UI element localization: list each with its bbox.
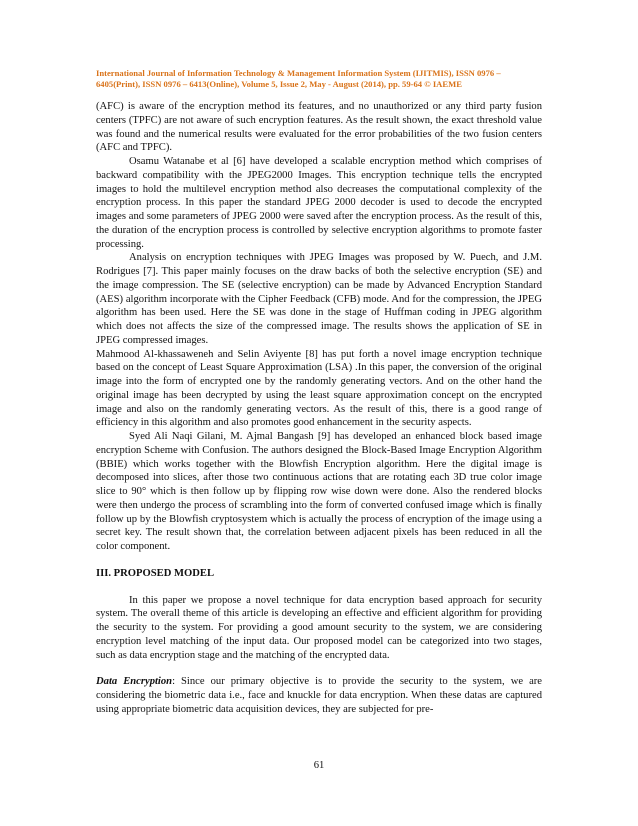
section-heading-proposed-model: III. PROPOSED MODEL [96, 567, 215, 579]
spacer [96, 662, 542, 675]
journal-header-line-1: International Journal of Information Technology & Management Information System (IJITMIS), ISSN 0976 – [96, 68, 501, 78]
paragraph-gilani: Syed Ali Naqi Gilani, M. Ajmal Bangash [9] has developed an enhanced block based image encryption Scheme with Confusion. The authors designed the Block-Based Image Encryption Algorithm (BBIE) which works together with the Blowfish Encryption algorithm. Here the digital image is decomposed into slices, after those two continuous actions that are rotating each 3D true color image slice to 90° which is then follow up by flipping row wise down were done. Also the rendered blocks were then undergo the process of scrambling into the form of converted confused image which is finally follow up by the Blowfish cryptosystem which is actually the process of encryption of the image using a secret key. The result shown that, the correlation between adjacent pixels has been reduced in all the color component. [96, 431, 542, 552]
paragraph-khassaweneh: Mahmood Al-khassaweneh and Selin Aviyente [8] has put forth a novel image encryption technique based on the concept of Least Square Approximation (LSA) .In this paper, the conversion of the original image into the form of encrypted one by the randomly generating vectors. And on the other hand the original image has been decrypted by using the least square approximation concept on the encrypted image and also on the randomly generating vectors. As the result of this, there is a good range of efficiency in this algorithm and also promotes good enhancement in the security aspects. [96, 348, 542, 429]
paragraph-watanabe: Osamu Watanabe et al [6] have developed a scalable encryption method which comprises of backward compatibility with the JPEG2000 Images. This encryption technique tells the encrypted images to hold the multilevel encryption method also decreases the computational complexity of the encryption process. In this paper the standard JPEG 2000 decoder is used to decode the encrypted images and some parameters of JPEG 2000 were saved after the encryption process. As the result of this, the duration of the encryption process is controlled by selective encryption algorithms to promote faster processing. [96, 156, 542, 250]
paragraph-puech: Analysis on encryption techniques with JPEG Images was proposed by W. Puech, and J.M. Rodrigues [7]. This paper mainly focuses on the draw backs of both the selective encryption (SE) and the image compression. The SE (selective encryption) can be made by Advanced Encryption Standard (AES) algorithm incorporate with the Cipher Feedback (CFB) mode. And for the compression, the JPEG algorithm has been used. Here the SE was done in the stage of Huffman coding in JPEG algorithm which does not affects the size of the compressed image. The results shows the application of SE in JPEG compressed images. [96, 252, 542, 346]
paragraph-afc: (AFC) is aware of the encryption method its features, and no unauthorized or any third party fusion centers (TPFC) are not aware of such encryption features. As the result shown, the exact threshold value was found and the numerical results were evaluated for the error probabilities of the two fusion centers (AFC and TPFC). [96, 101, 542, 154]
spacer [96, 554, 542, 567]
spacer [96, 581, 542, 594]
paragraph-data-encryption [96, 675, 542, 716]
page-number: 61 [313, 760, 325, 771]
body-text [96, 100, 542, 717]
data-encryption-text: : Since our primary objective is to provide the security to the system, we are considering the biometric data i.e., face and knuckle for data encryption. When these datas are captured using appropriate biometric data acquisition devices, they are subjected for pre- [96, 676, 542, 715]
data-encryption-term: Data Encryption [96, 676, 173, 688]
paragraph-proposed-model: In this paper we propose a novel technique for data encryption based approach for security system. The overall theme of this article is developing an effective and efficient algorithm for providing the security to the system. For providing a good amount security to the system, we are considering encryption level matching of the input data. Our proposed model can be categorized into two stages, such as data encryption stage and the matching of the encrypted data. [96, 594, 542, 661]
journal-header [96, 68, 548, 90]
journal-header-line-2: 6405(Print), ISSN 0976 – 6413(Online), Volume 5, Issue 2, May - August (2014), pp. 59-64 © IAEME [96, 79, 462, 89]
